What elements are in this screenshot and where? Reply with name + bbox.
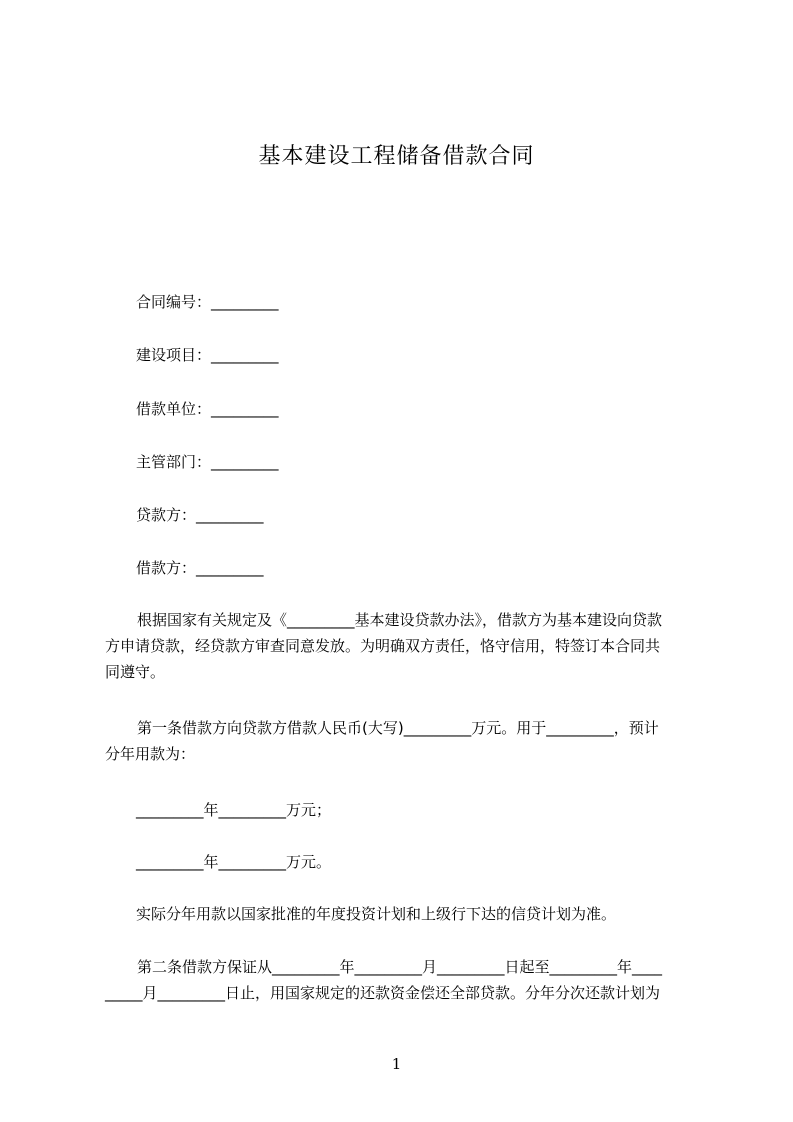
paragraph-line: 同遵守。 [105, 663, 166, 681]
field-label: 借款方： [136, 559, 197, 577]
field-label: 贷款方： [136, 506, 197, 524]
article-1-paragraph [105, 715, 702, 767]
field-blank: _________ [211, 453, 279, 471]
paragraph-line: 分年用款为： [105, 745, 196, 763]
field-blank: _________ [211, 400, 279, 418]
field-label: 借款单位： [136, 400, 212, 418]
field-lender [136, 505, 264, 525]
field-label: 建设项目： [136, 346, 212, 364]
page-number: 1 [391, 1055, 402, 1073]
paragraph-line: 第一条借款方向贷款方借款人民币(大写)_________万元。用于_________，预计 [137, 719, 659, 737]
paragraph-line: _____月_________日止，用国家规定的还款资金偿还全部贷款。分年分次还款计划为 [105, 984, 661, 1002]
contract-title: 基本建设工程储备借款合同 [258, 144, 535, 169]
field-blank: _________ [196, 559, 264, 577]
field-borrower [136, 558, 264, 578]
field-label: 主管部门： [136, 453, 212, 471]
paragraph-line: 方申请贷款，经贷款方审查同意发放。为明确双方责任，恪守信用，特签订本合同共 [105, 637, 661, 655]
field-blank: _________ [196, 506, 264, 524]
schedule-line-1: _________年_________万元； [136, 801, 332, 819]
schedule-line-2: _________年_________万元。 [136, 853, 332, 871]
paragraph-line: 根据国家有关规定及《_________基本建设贷款办法》，借款方为基本建设向贷款 [137, 611, 663, 629]
planning-note: 实际分年用款以国家批准的年度投资计划和上级行下达的信贷计划为准。 [136, 905, 617, 923]
paragraph-line: 第二条借款方保证从_________年_________月_________日起至_________年____ [137, 958, 663, 976]
field-blank: _________ [211, 293, 279, 311]
field-blank: _________ [211, 346, 279, 364]
field-borrowing-unit [136, 399, 279, 419]
article-2-paragraph [105, 954, 702, 1006]
field-construction-project [136, 345, 279, 365]
preamble-paragraph [105, 607, 702, 685]
field-label: 合同编号： [136, 293, 212, 311]
field-supervising-department [136, 452, 279, 472]
field-contract-number [136, 292, 279, 312]
